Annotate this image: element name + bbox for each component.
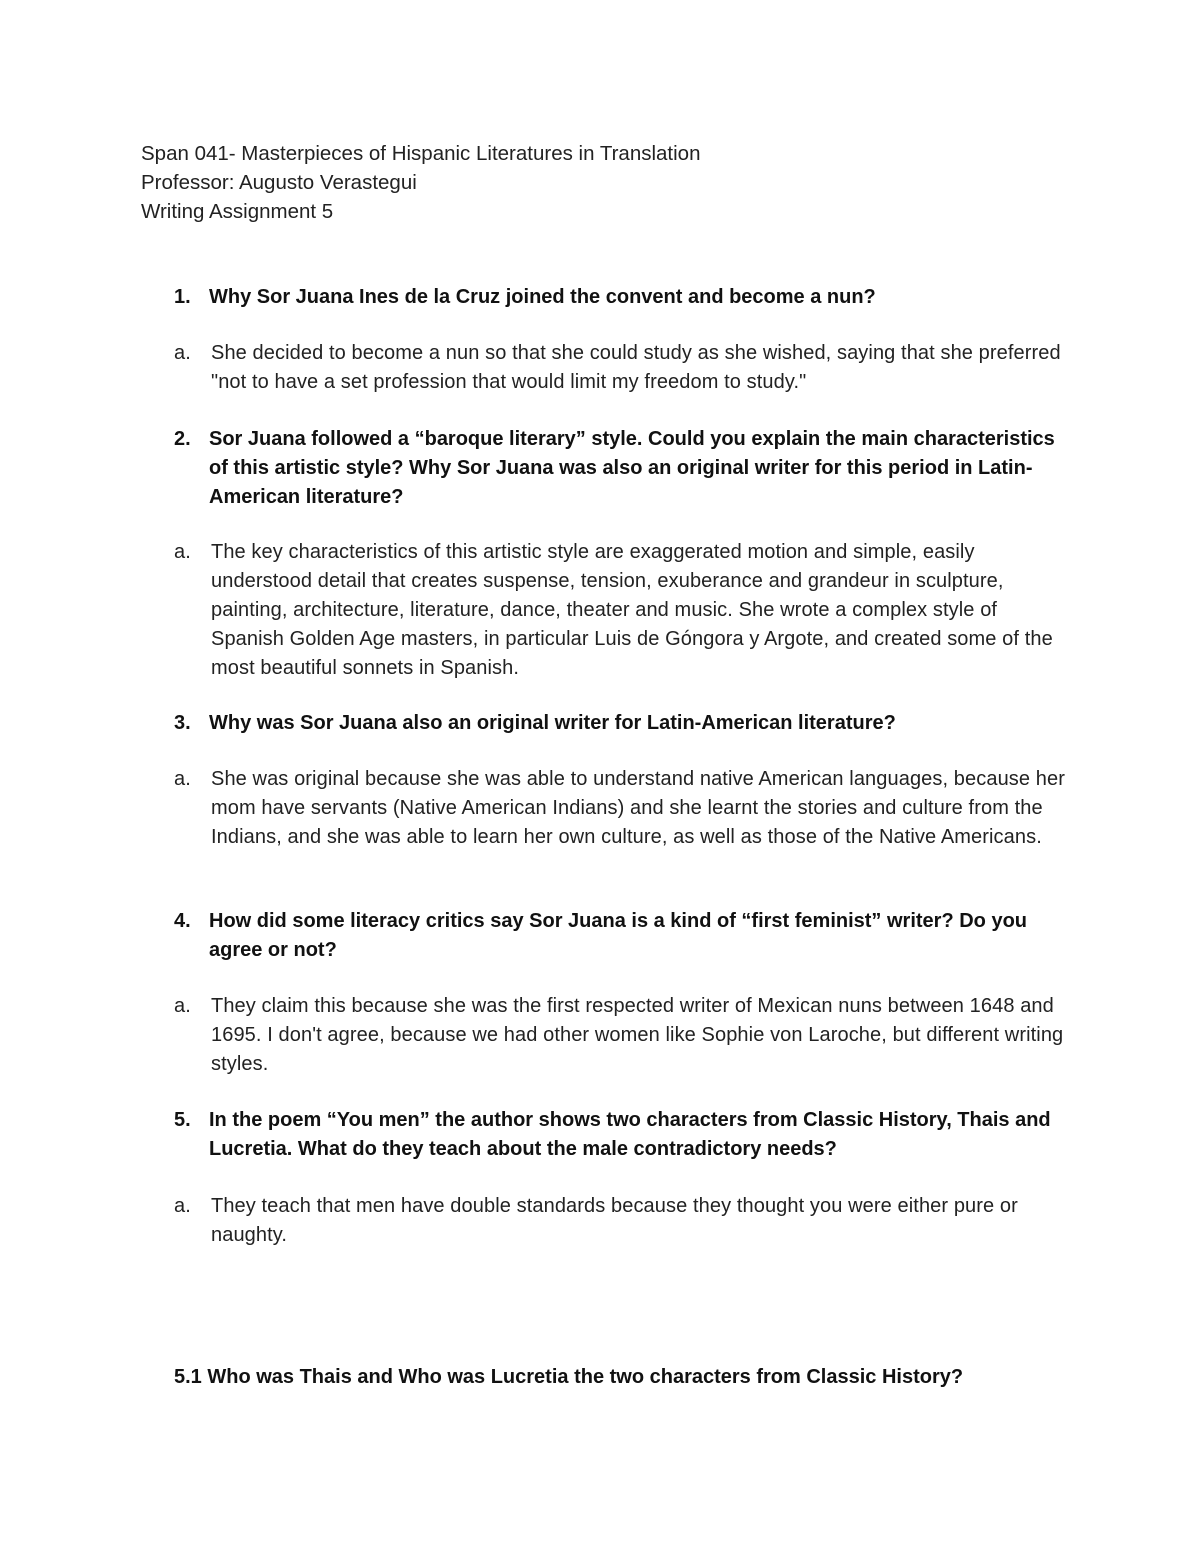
question-4 bbox=[141, 907, 1071, 965]
answer-1 bbox=[141, 339, 1071, 397]
document-header bbox=[141, 139, 701, 226]
question-text: Why was Sor Juana also an original writer for Latin-American literature? bbox=[209, 712, 896, 734]
question-item-2 bbox=[141, 425, 1071, 512]
question-item-1 bbox=[141, 283, 1071, 312]
answer-item-4 bbox=[141, 992, 1071, 1079]
answer-marker: a. bbox=[174, 1195, 191, 1217]
question-3 bbox=[141, 709, 1071, 738]
question-text: In the poem “You men” the author shows two characters from Classic History, Thais and Lucretia. What do they teach about the male contradictory needs? bbox=[209, 1109, 1051, 1160]
answer-item-5 bbox=[141, 1192, 1071, 1250]
answer-marker: a. bbox=[174, 342, 191, 364]
question-item-4 bbox=[141, 907, 1071, 965]
question-number: 4. bbox=[174, 910, 191, 932]
question-text: Sor Juana followed a “baroque literary” style. Could you explain the main characteristics of this artistic style? Why Sor Juana was also an original writer for this period in Latin-American literature? bbox=[209, 428, 1055, 508]
question-number: 3. bbox=[174, 712, 191, 734]
question-number: 1. bbox=[174, 286, 191, 308]
answer-text: They teach that men have double standards because they thought you were either pure or naughty. bbox=[211, 1195, 1018, 1246]
answer-2 bbox=[141, 538, 1071, 683]
course-title: Span 041- Masterpieces of Hispanic Literatures in Translation bbox=[141, 142, 701, 165]
answer-marker: a. bbox=[174, 995, 191, 1017]
answer-text: The key characteristics of this artistic style are exaggerated motion and simple, easily understood detail that creates suspense, tension, exuberance and grandeur in sculpture, painting, architecture, literature, dance, theater and music. She wrote a complex style of Spanish Golden Age masters, in particular Luis de Góngora y Argote, and created some of the most beautiful sonnets in Spanish. bbox=[211, 541, 1053, 679]
answer-marker: a. bbox=[174, 541, 191, 563]
question-item-5 bbox=[141, 1106, 1071, 1164]
question-item-3 bbox=[141, 709, 1071, 738]
answer-item-2 bbox=[141, 538, 1071, 683]
answer-4 bbox=[141, 992, 1071, 1079]
answer-text: She decided to become a nun so that she could study as she wished, saying that she preferred "not to have a set profession that would limit my freedom to study." bbox=[211, 342, 1061, 393]
answer-5 bbox=[141, 1192, 1071, 1250]
question-number: 5. bbox=[174, 1109, 191, 1131]
question-number: 2. bbox=[174, 428, 191, 450]
subquestion-5-1: 5.1 Who was Thais and Who was Lucretia the two characters from Classic History? bbox=[174, 1366, 964, 1388]
answer-marker: a. bbox=[174, 768, 191, 790]
answer-text: They claim this because she was the first respected writer of Mexican nuns between 1648 and 1695. I don't agree, because we had other women like Sophie von Laroche, but different writing styles. bbox=[211, 995, 1064, 1075]
answer-item-3 bbox=[141, 765, 1071, 852]
question-2 bbox=[141, 425, 1071, 512]
answer-text: She was original because she was able to understand native American languages, because her mom have servants (Native American Indians) and she learnt the stories and culture from the Indians, and she was able to learn her own culture, as well as those of the Native Americans. bbox=[211, 768, 1065, 848]
answer-item-1 bbox=[141, 339, 1071, 397]
answer-3 bbox=[141, 765, 1071, 852]
professor-name: Professor: Augusto Verastegui bbox=[141, 171, 417, 194]
assignment-title: Writing Assignment 5 bbox=[141, 200, 334, 223]
question-text: Why Sor Juana Ines de la Cruz joined the convent and become a nun? bbox=[209, 286, 876, 308]
question-text: How did some literacy critics say Sor Juana is a kind of “first feminist” writer? Do you agree or not? bbox=[209, 910, 1027, 961]
question-5 bbox=[141, 1106, 1071, 1164]
question-1 bbox=[141, 283, 1071, 312]
